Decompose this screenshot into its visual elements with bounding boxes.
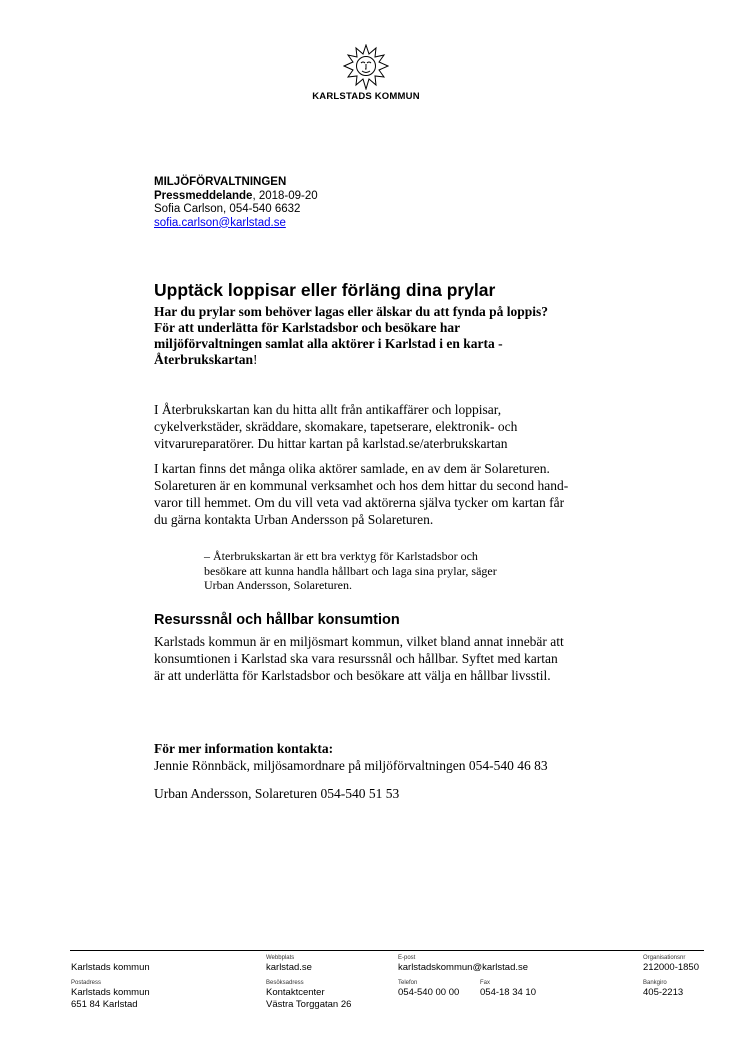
footer-fax-value: 054-18 34 10 [480,987,536,998]
press-header [154,176,318,230]
quote-line: Urban Andersson, Solareturen. [204,578,352,592]
text-line: Karlstads kommun är en miljösmart kommun, vilket bland annat innebär att [154,633,564,649]
contact-heading: För mer information kontakta: [154,740,334,756]
footer-besok-line: Västra Torggatan 26 [266,998,352,1010]
text-line: Solareturen är en kommunal verksamhet och hos dem hittar du second hand- [154,478,569,493]
lead-line: För att underlätta för Karlstadsbor och besökare har [154,320,461,335]
text-line: konsumtionen i Karlstad ska vara resurssnål och hållbar. Syftet med kartan [154,650,558,666]
footer-epost [398,955,528,974]
footer-label: Organisationsnr [643,955,686,961]
subheading: Resurssnål och hållbar konsumtion [154,611,400,628]
logo-text: KARLSTADS KOMMUN [312,91,420,102]
footer-name [71,955,150,974]
footer-label: Fax [480,980,491,986]
karlstad-logo [300,44,432,102]
footer-postadress-line: Karlstads kommun [71,987,150,998]
text-line: cykelverkstäder, skräddare, skomakare, tapetserare, elektronik- och [154,419,518,434]
paragraph-3 [154,633,624,684]
footer-telefon-value: 054-540 00 00 [398,987,460,998]
doc-type: Pressmeddelande [154,189,253,202]
contact-jennie: Jennie Rönnbäck, miljösamordnare på miljöförvaltningen 054-540 46 83 [154,757,548,773]
footer-postadress [71,980,150,1010]
footer-label: Bankgiro [643,980,667,986]
quote-line: besökare att kunna handla hållbart och laga sina prylar, säger [204,563,497,578]
footer-postadress-line: 651 84 Karlstad [71,998,138,1010]
footer-label: Besöksadress [266,980,304,986]
footer-divider [70,950,704,951]
lead-line: Har du prylar som behöver lagas eller älskar du att fynda på loppis? [154,304,549,319]
text-line: varor till hemmet. Om du vill veta vad aktörerna själva tycker om kartan får [154,495,565,510]
sun-icon [343,44,389,90]
footer-telefon [398,980,459,999]
text-line: är att underlätta för Karlstadsbor och besökare att välja en hållbar livsstil. [154,667,551,683]
contact-person: Sofia Carlson, 054-540 6632 [154,203,301,215]
paragraph-1 [154,401,624,452]
lead-exclamation: ! [253,352,258,367]
article-title: Upptäck loppisar eller förläng dina prylar [154,280,496,300]
press-date: , 2018-09-20 [252,189,318,202]
footer-webbplats [266,955,312,974]
footer-besok-line: Kontaktcenter [266,987,325,998]
footer-orgnr [643,955,699,974]
footer-name-value: Karlstads kommun [71,962,150,973]
footer-webbplats-value: karlstad.se [266,962,312,973]
text-line: vitvarureparatörer. Du hittar kartan på karlstad.se/aterbrukskartan [154,436,508,451]
quote-block [204,549,564,593]
quote-line: – Återbrukskartan är ett bra verktyg för Karlstadsbor och [204,549,478,563]
footer-label: Telefon [398,980,418,986]
footer-epost-value: karlstadskommun@karlstad.se [398,962,529,973]
department: MILJÖFÖRVALTNINGEN [154,176,287,188]
footer-label: Webbplats [266,955,295,961]
lead-line: Återbrukskartan [154,352,254,367]
footer-bankgiro [643,980,683,999]
footer-bankgiro-value: 405-2213 [643,987,684,998]
email-link[interactable]: sofia.carlson@karlstad.se [154,216,286,229]
footer-label: Postadress [71,980,102,986]
footer-label: E-post [398,955,416,961]
footer-fax [480,980,536,999]
paragraph-2 [154,460,624,528]
article-body [154,280,624,802]
text-line: I kartan finns det många olika aktörer samlade, en av dem är Solareturen. [154,461,550,476]
text-line: I Återbrukskartan kan du hitta allt från antikaffärer och loppisar, [154,402,502,417]
footer-orgnr-value: 212000-1850 [643,962,699,973]
contact-urban: Urban Andersson, Solareturen 054-540 51 53 [154,785,400,801]
text-line: du gärna kontakta Urban Andersson på Solareturen. [154,512,434,527]
footer-besoksadress [266,980,351,1010]
lead-line: miljöförvaltningen samlat alla aktörer i Karlstad i en karta - [154,336,503,351]
doc-type-line [154,190,318,204]
lead-paragraph [154,304,624,368]
